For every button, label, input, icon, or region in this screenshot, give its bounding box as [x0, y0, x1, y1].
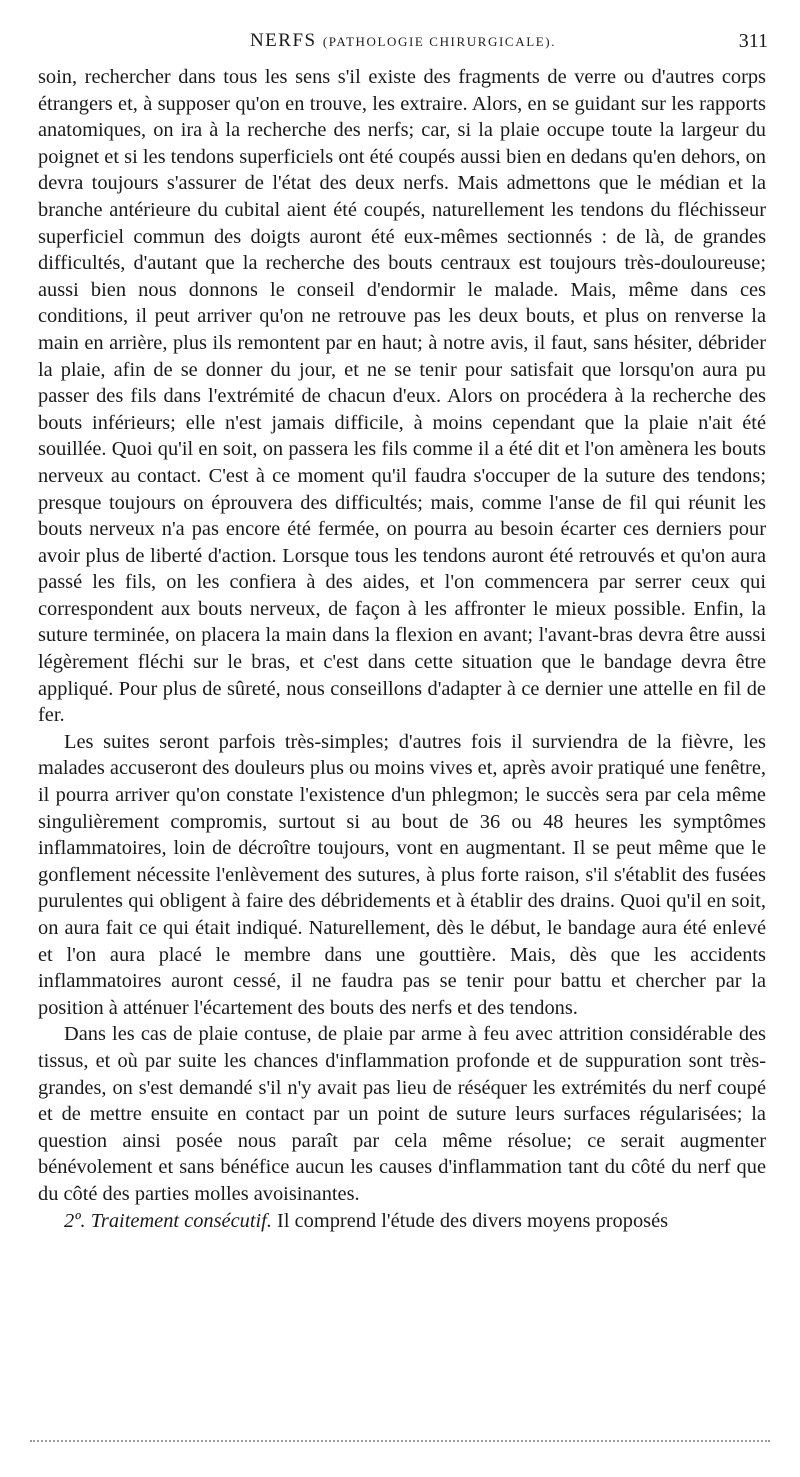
- paragraph-2: Les suites seront parfois très-simples; d'autres fois il surviendra de la fièvre, les malades accuseront des douleurs plus ou moins vives et, après avoir pratiqué une fenêtre, il pourra arriver qu'on constate l'existence d'un phlegmon; le succès sera par cela même singulièrement compromis, surtout si au bout de 36 ou 48 heures les symptômes inflammatoires, loin de décroître toujours, vont en augmentant. Il se peut même que le gonflement nécessite l'enlèvement des sutures, à plus forte raison, s'il s'établit des fusées purulentes qui obligent à faire des débridements et à établir des drains. Quoi qu'il en soit, on aura fait ce qui était indiqué. Naturellement, dès le début, le bandage aura été enlevé et l'on aura placé le membre dans une gouttière. Mais, dès que les accidents inflammatoires auront cessé, il ne faudra pas se tenir pour battu et chercher par la position à atténuer l'écartement des bouts des nerfs et des tendons.: [38, 730, 766, 1019]
- bottom-dotted-rule: [30, 1440, 770, 1442]
- running-header: [38, 30, 768, 60]
- page-number: 311: [738, 30, 768, 52]
- paragraph-4-text: Il comprend l'étude des divers moyens proposés: [271, 1209, 669, 1232]
- body-text: [38, 64, 766, 1234]
- paragraph-1: soin, rechercher dans tous les sens s'il existe des fragments de verre ou d'autres corps étrangers et, à supposer qu'on en trouve, les extraire. Alors, en se guidant sur les rapports anatomiques, on ira à la recherche des nerfs; car, si la plaie occupe toute la largeur du poignet et si les tendons superficiels ont été coupés aussi bien en dedans qu'en dehors, on devra toujours s'assurer de l'état des deux nerfs. Mais admettons que le médian et la branche antérieure du cubital aient été coupés, naturellement les tendons du fléchisseur superficiel commun des doigts auront été eux-mêmes sectionnés : de là, de grandes difficultés, d'autant que la recherche des bouts centraux est toujours très-douloureuse; aussi bien nous donnons le conseil d'endormir le malade. Mais, même dans ces conditions, il peut arriver qu'on ne retrouve pas les deux bouts, et plus on renverse la main en arrière, plus ils remontent par en haut; à notre avis, il faut, sans hésiter, débrider la plaie, afin de se donner du jour, et ne se tenir pour satisfait que lorsqu'on aura pu passer des fils dans l'extrémité de chacun d'eux. Alors on procédera à la recherche des bouts inférieurs; elle n'est jamais difficile, à moins cependant que la plaie n'ait été souillée. Quoi qu'il en soit, on passera les fils comme il a été dit et l'on amènera les bouts nerveux au contact. C'est à ce moment qu'il faudra s'occuper de la suture des tendons; presque toujours on éprouvera des difficultés; mais, comme l'anse de fil qui réunit les bouts nerveux n'a pas encore été fermée, on pourra au besoin écarter ces derniers pour avoir plus de liberté d'action. Lorsque tous les tendons auront été retrouvés et qu'on aura passé les fils, on les confiera à des aides, et l'on commencera par serrer ceux qui correspondent aux bouts nerveux, de façon à les affronter le mieux possible. Enfin, la suture terminée, on placera la main dans la flexion en avant; l'avant-bras devra être aussi légèrement fléchi sur le bras, et c'est dans cette situation que le bandage devra être appliqué. Pour plus de sûreté, nous conseillons d'adapter à ce dernier une attelle en fil de fer.: [38, 66, 766, 727]
- section-heading: 2º. Traitement consécutif.: [64, 1209, 272, 1232]
- running-title-sub: (PATHOLOGIE CHIRURGICALE).: [322, 34, 557, 49]
- running-title: [38, 30, 768, 52]
- paragraph-4: [38, 1208, 766, 1235]
- paragraph-3: Dans les cas de plaie contuse, de plaie par arme à feu avec attrition considérable des tissus, et où par suite les chances d'inflammation profonde et de suppuration sont très-grandes, on s'est demandé s'il n'y avait pas lieu de réséquer les extrémités du nerf coupé et de mettre ensuite en contact par un point de suture leurs surfaces régularisées; la question ainsi posée nous paraît par cela même résolue; ce serait augmenter bénévolement et sans bénéfice aucun les causes d'inflammation tant du côté du nerf que du côté des parties molles avoisinantes.: [38, 1023, 766, 1205]
- running-title-main: NERFS: [249, 30, 317, 51]
